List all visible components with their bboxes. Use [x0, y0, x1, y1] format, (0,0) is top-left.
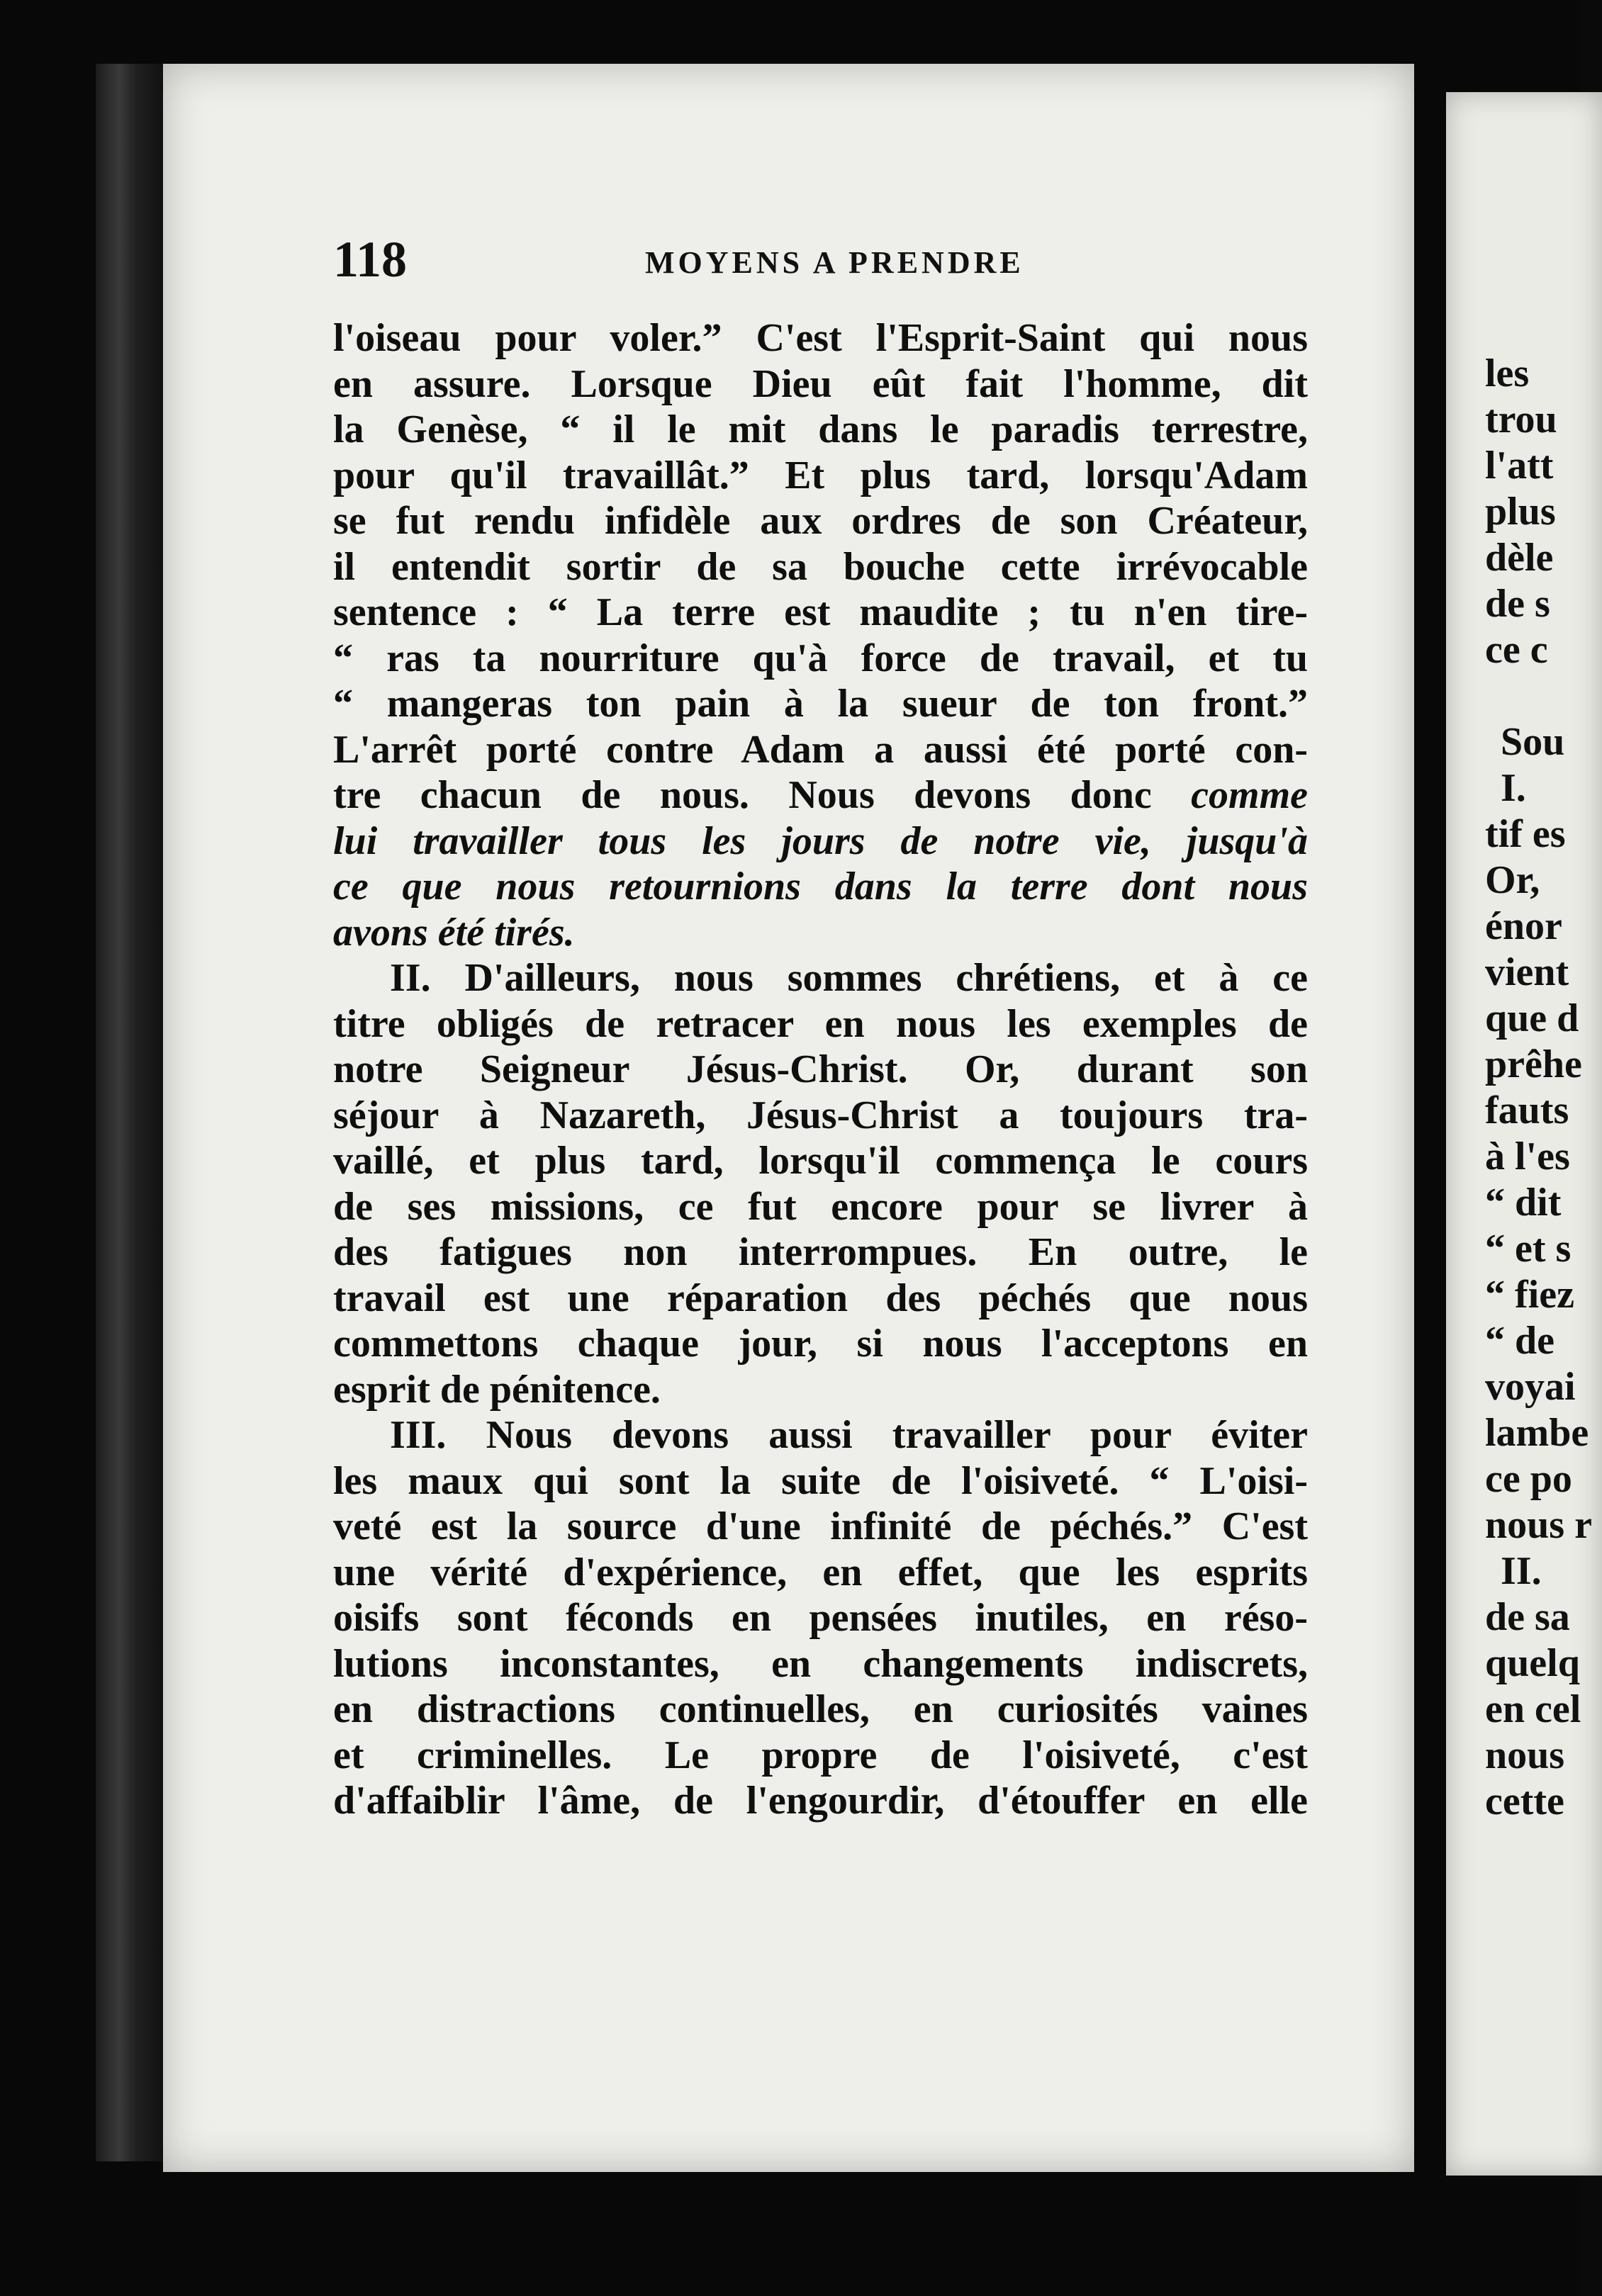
facing-line: fauts — [1485, 1088, 1569, 1132]
text-line: esprit de pénitence. — [333, 1367, 661, 1412]
text-line: veté est la source d'une infinité de péchés.” C'est — [333, 1504, 1308, 1548]
facing-line: prêhe — [1485, 1042, 1582, 1086]
text-line: pour qu'il travaillât.” Et plus tard, lorsqu'Adam — [333, 453, 1308, 497]
facing-line: énor — [1485, 904, 1562, 948]
text-line: “ ras ta nourriture qu'à force de travail, et tu — [333, 636, 1308, 680]
text-segment: tre chacun de nous. Nous devons donc — [333, 773, 1152, 817]
facing-line: ce c — [1485, 628, 1548, 672]
text-line: de ses missions, ce fut encore pour se livrer à — [333, 1184, 1308, 1229]
facing-line: ce po — [1485, 1457, 1572, 1501]
facing-line: nous — [1485, 1733, 1565, 1777]
facing-line: “ de — [1485, 1319, 1555, 1363]
italic-line: avons été tirés. — [333, 910, 575, 955]
facing-line: que d — [1485, 996, 1579, 1040]
facing-line: Or, — [1485, 858, 1540, 902]
facing-line: I. — [1501, 766, 1526, 810]
text-line: des fatigues non interrompues. En outre, le — [333, 1230, 1308, 1274]
text-line: séjour à Nazareth, Jésus-Christ a toujours tra- — [333, 1093, 1308, 1137]
italic-segment: comme — [1191, 773, 1308, 817]
facing-line: “ dit — [1485, 1181, 1562, 1225]
facing-line: trou — [1485, 398, 1557, 441]
text-line: commettons chaque jour, si nous l'acceptons en — [333, 1322, 1308, 1366]
text-line: la Genèse, “ il le mit dans le paradis terrestre, — [333, 407, 1308, 451]
italic-line: lui travailler tous les jours de notre vie, jusqu'à — [333, 818, 1308, 863]
body-text — [333, 315, 1308, 1824]
page-number: 118 — [333, 231, 408, 288]
book-binding — [96, 64, 163, 2161]
text-line: “ mangeras ton pain à la sueur de ton front.” — [333, 682, 1308, 726]
text-line: II. D'ailleurs, nous sommes chrétiens, et à ce — [390, 956, 1308, 1000]
text-line-mixed — [333, 772, 1308, 818]
facing-line: “ et s — [1485, 1227, 1572, 1271]
text-line: lutions inconstantes, en changements indiscrets, — [333, 1641, 1308, 1686]
text-line: L'arrêt porté contre Adam a aussi été porté con- — [333, 727, 1308, 772]
facing-line: en cel — [1485, 1687, 1581, 1731]
text-line: travail est une réparation des péchés que nous — [333, 1276, 1308, 1320]
text-line: en distractions continuelles, en curiosités vaines — [333, 1687, 1308, 1731]
facing-line: tif es — [1485, 812, 1566, 856]
text-line: d'affaiblir l'âme, de l'engourdir, d'étouffer en elle — [333, 1779, 1308, 1823]
text-line: sentence : “ La terre est maudite ; tu n'en tire- — [333, 590, 1308, 634]
italic-line: ce que nous retournions dans la terre dont nous — [333, 865, 1308, 908]
text-line: en assure. Lorsque Dieu eût fait l'homme, dit — [333, 361, 1308, 406]
text-line: III. Nous devons aussi travailler pour éviter — [390, 1413, 1308, 1457]
facing-line: vient — [1485, 950, 1569, 994]
facing-line: cette — [1485, 1779, 1564, 1823]
facing-line — [1485, 673, 1591, 719]
text-line: se fut rendu infidèle aux ordres de son Créateur, — [333, 499, 1308, 543]
text-line: et criminelles. Le propre de l'oisiveté, c'est — [333, 1733, 1308, 1777]
facing-line: de s — [1485, 582, 1550, 626]
text-line: titre obligés de retracer en nous les exemples de — [333, 1001, 1308, 1046]
facing-line: plus — [1485, 490, 1556, 534]
facing-line: de sa — [1485, 1595, 1570, 1639]
facing-line: dèle — [1485, 536, 1554, 580]
text-line: une vérité d'expérience, en effet, que les esprits — [333, 1550, 1308, 1594]
text-line: il entendit sortir de sa bouche cette irrévocable — [333, 544, 1308, 589]
facing-line: à l'es — [1485, 1135, 1570, 1178]
text-line: notre Seigneur Jésus-Christ. Or, durant son — [333, 1047, 1308, 1091]
page-header — [333, 230, 1326, 308]
facing-line: quelq — [1485, 1641, 1580, 1685]
facing-page-text — [1485, 351, 1591, 1825]
text-line: les maux qui sont la suite de l'oisiveté. “ L'oisi- — [333, 1458, 1308, 1503]
facing-line: l'att — [1485, 444, 1554, 488]
text-line: oisifs sont féconds en pensées inutiles, en réso- — [333, 1596, 1308, 1640]
facing-line: “ fiez — [1485, 1273, 1574, 1317]
facing-line: voyai — [1485, 1365, 1576, 1409]
facing-line: nous r — [1485, 1503, 1592, 1547]
facing-line: lambe — [1485, 1411, 1589, 1455]
running-title: MOYENS A PRENDRE — [645, 245, 1024, 280]
text-line: l'oiseau pour voler.” C'est l'Esprit-Saint qui nous — [333, 316, 1308, 360]
text-line: vaillé, et plus tard, lorsqu'il commença le cours — [333, 1139, 1308, 1183]
facing-line: II. — [1501, 1549, 1542, 1593]
facing-line: les — [1485, 351, 1530, 395]
facing-line: Sou — [1501, 720, 1565, 764]
